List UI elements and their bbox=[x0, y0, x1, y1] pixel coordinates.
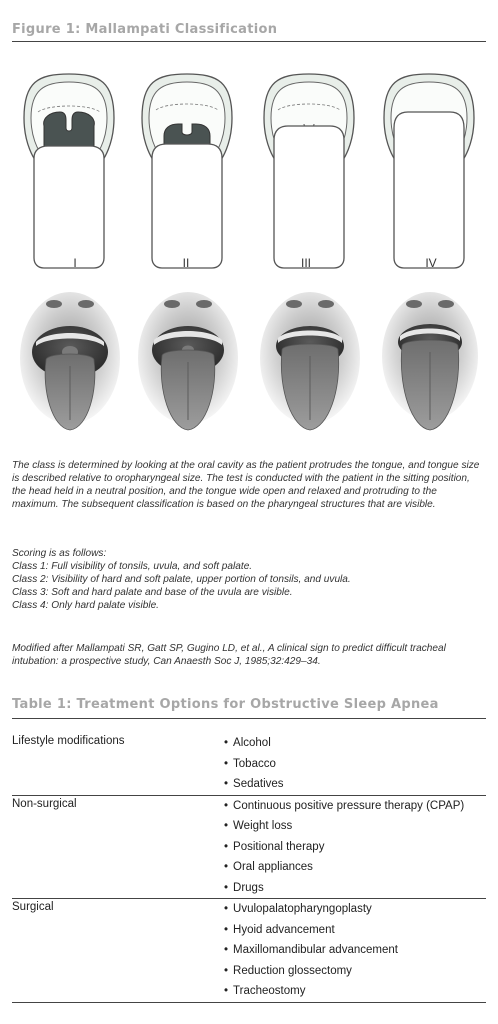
scoring-intro: Scoring is as follows: bbox=[12, 548, 107, 559]
scoring-line-class-3: Class 3: Soft and hard palate and base of the uvula are visible. bbox=[12, 587, 293, 598]
option-item: • Weight loss bbox=[224, 816, 486, 837]
class-label-4: IV bbox=[425, 256, 437, 270]
category-surgical: Surgical bbox=[12, 899, 224, 1003]
figure-citation: Modified after Mallampati SR, Gatt SP, Gugino LD, et al., A clinical sign to predict difficult tracheal intubation: a prospective study, Can Anaesth Soc J, 1985;32:429–34. bbox=[12, 643, 446, 667]
table-title: Table 1: Treatment Options for Obstructive Sleep Apnea bbox=[12, 697, 439, 712]
option-item: • Alcohol bbox=[224, 733, 486, 754]
mallampati-class-3-drawing bbox=[258, 70, 360, 270]
option-item: • Continuous positive pressure therapy (CPAP) bbox=[224, 796, 486, 817]
table-title-rule bbox=[12, 718, 486, 719]
scoring-line-class-1: Class 1: Full visibility of tonsils, uvula, and soft palate. bbox=[12, 561, 253, 572]
lifestyle-options-list bbox=[224, 733, 486, 795]
classification-description: The class is determined by looking at the oral cavity as the patient protrudes the tongue, and tongue size is described relative to oropharyngeal size. The test is conducted with the patient in the sitting position, the head held in a neutral position, and the tongue wide open and relaxed and protruding to the maximum. The subsequent classification is based on the pharyngeal structures that are visible. bbox=[12, 460, 480, 510]
table-row-non-surgical bbox=[12, 795, 486, 899]
scoring-list bbox=[12, 547, 486, 612]
option-item: • Oral appliances bbox=[224, 857, 486, 878]
option-item: • Uvulopalatopharyngoplasty bbox=[224, 899, 486, 920]
mallampati-photos bbox=[0, 290, 498, 440]
table-row-surgical bbox=[12, 899, 486, 1003]
option-item: • Tobacco bbox=[224, 754, 486, 775]
mallampati-class-2-drawing bbox=[136, 70, 238, 270]
class-label-3: III bbox=[300, 256, 311, 270]
class-label-2: II bbox=[182, 256, 190, 270]
option-item: • Maxillomandibular advancement bbox=[224, 940, 486, 961]
table-row-lifestyle bbox=[12, 733, 486, 795]
class-label-1: I bbox=[73, 256, 77, 270]
mallampati-class-4-drawing bbox=[378, 70, 480, 270]
treatment-options-table bbox=[12, 733, 486, 1003]
option-item: • Drugs bbox=[224, 878, 486, 899]
option-item: • Hyoid advancement bbox=[224, 920, 486, 941]
option-item: • Sedatives bbox=[224, 774, 486, 795]
figure-title: Figure 1: Mallampati Classification bbox=[12, 22, 278, 37]
mallampati-class-1-drawing bbox=[18, 70, 120, 270]
mallampati-class-1-photo bbox=[18, 290, 122, 440]
non-surgical-options-list bbox=[224, 796, 486, 899]
option-item: • Tracheostomy bbox=[224, 981, 486, 1002]
mallampati-class-4-photo bbox=[378, 290, 482, 440]
mallampati-class-3-photo bbox=[258, 290, 362, 440]
scoring-line-class-4: Class 4: Only hard palate visible. bbox=[12, 600, 159, 611]
option-item: • Positional therapy bbox=[224, 837, 486, 858]
option-item: • Reduction glossectomy bbox=[224, 961, 486, 982]
mallampati-drawings bbox=[0, 60, 498, 280]
mallampati-class-2-photo bbox=[136, 290, 240, 440]
surgical-options-list bbox=[224, 899, 486, 1002]
figure-title-rule bbox=[12, 41, 486, 42]
category-lifestyle: Lifestyle modifications bbox=[12, 733, 224, 795]
category-non-surgical: Non-surgical bbox=[12, 795, 224, 899]
scoring-line-class-2: Class 2: Visibility of hard and soft palate, upper portion of tonsils, and uvula. bbox=[12, 574, 351, 585]
